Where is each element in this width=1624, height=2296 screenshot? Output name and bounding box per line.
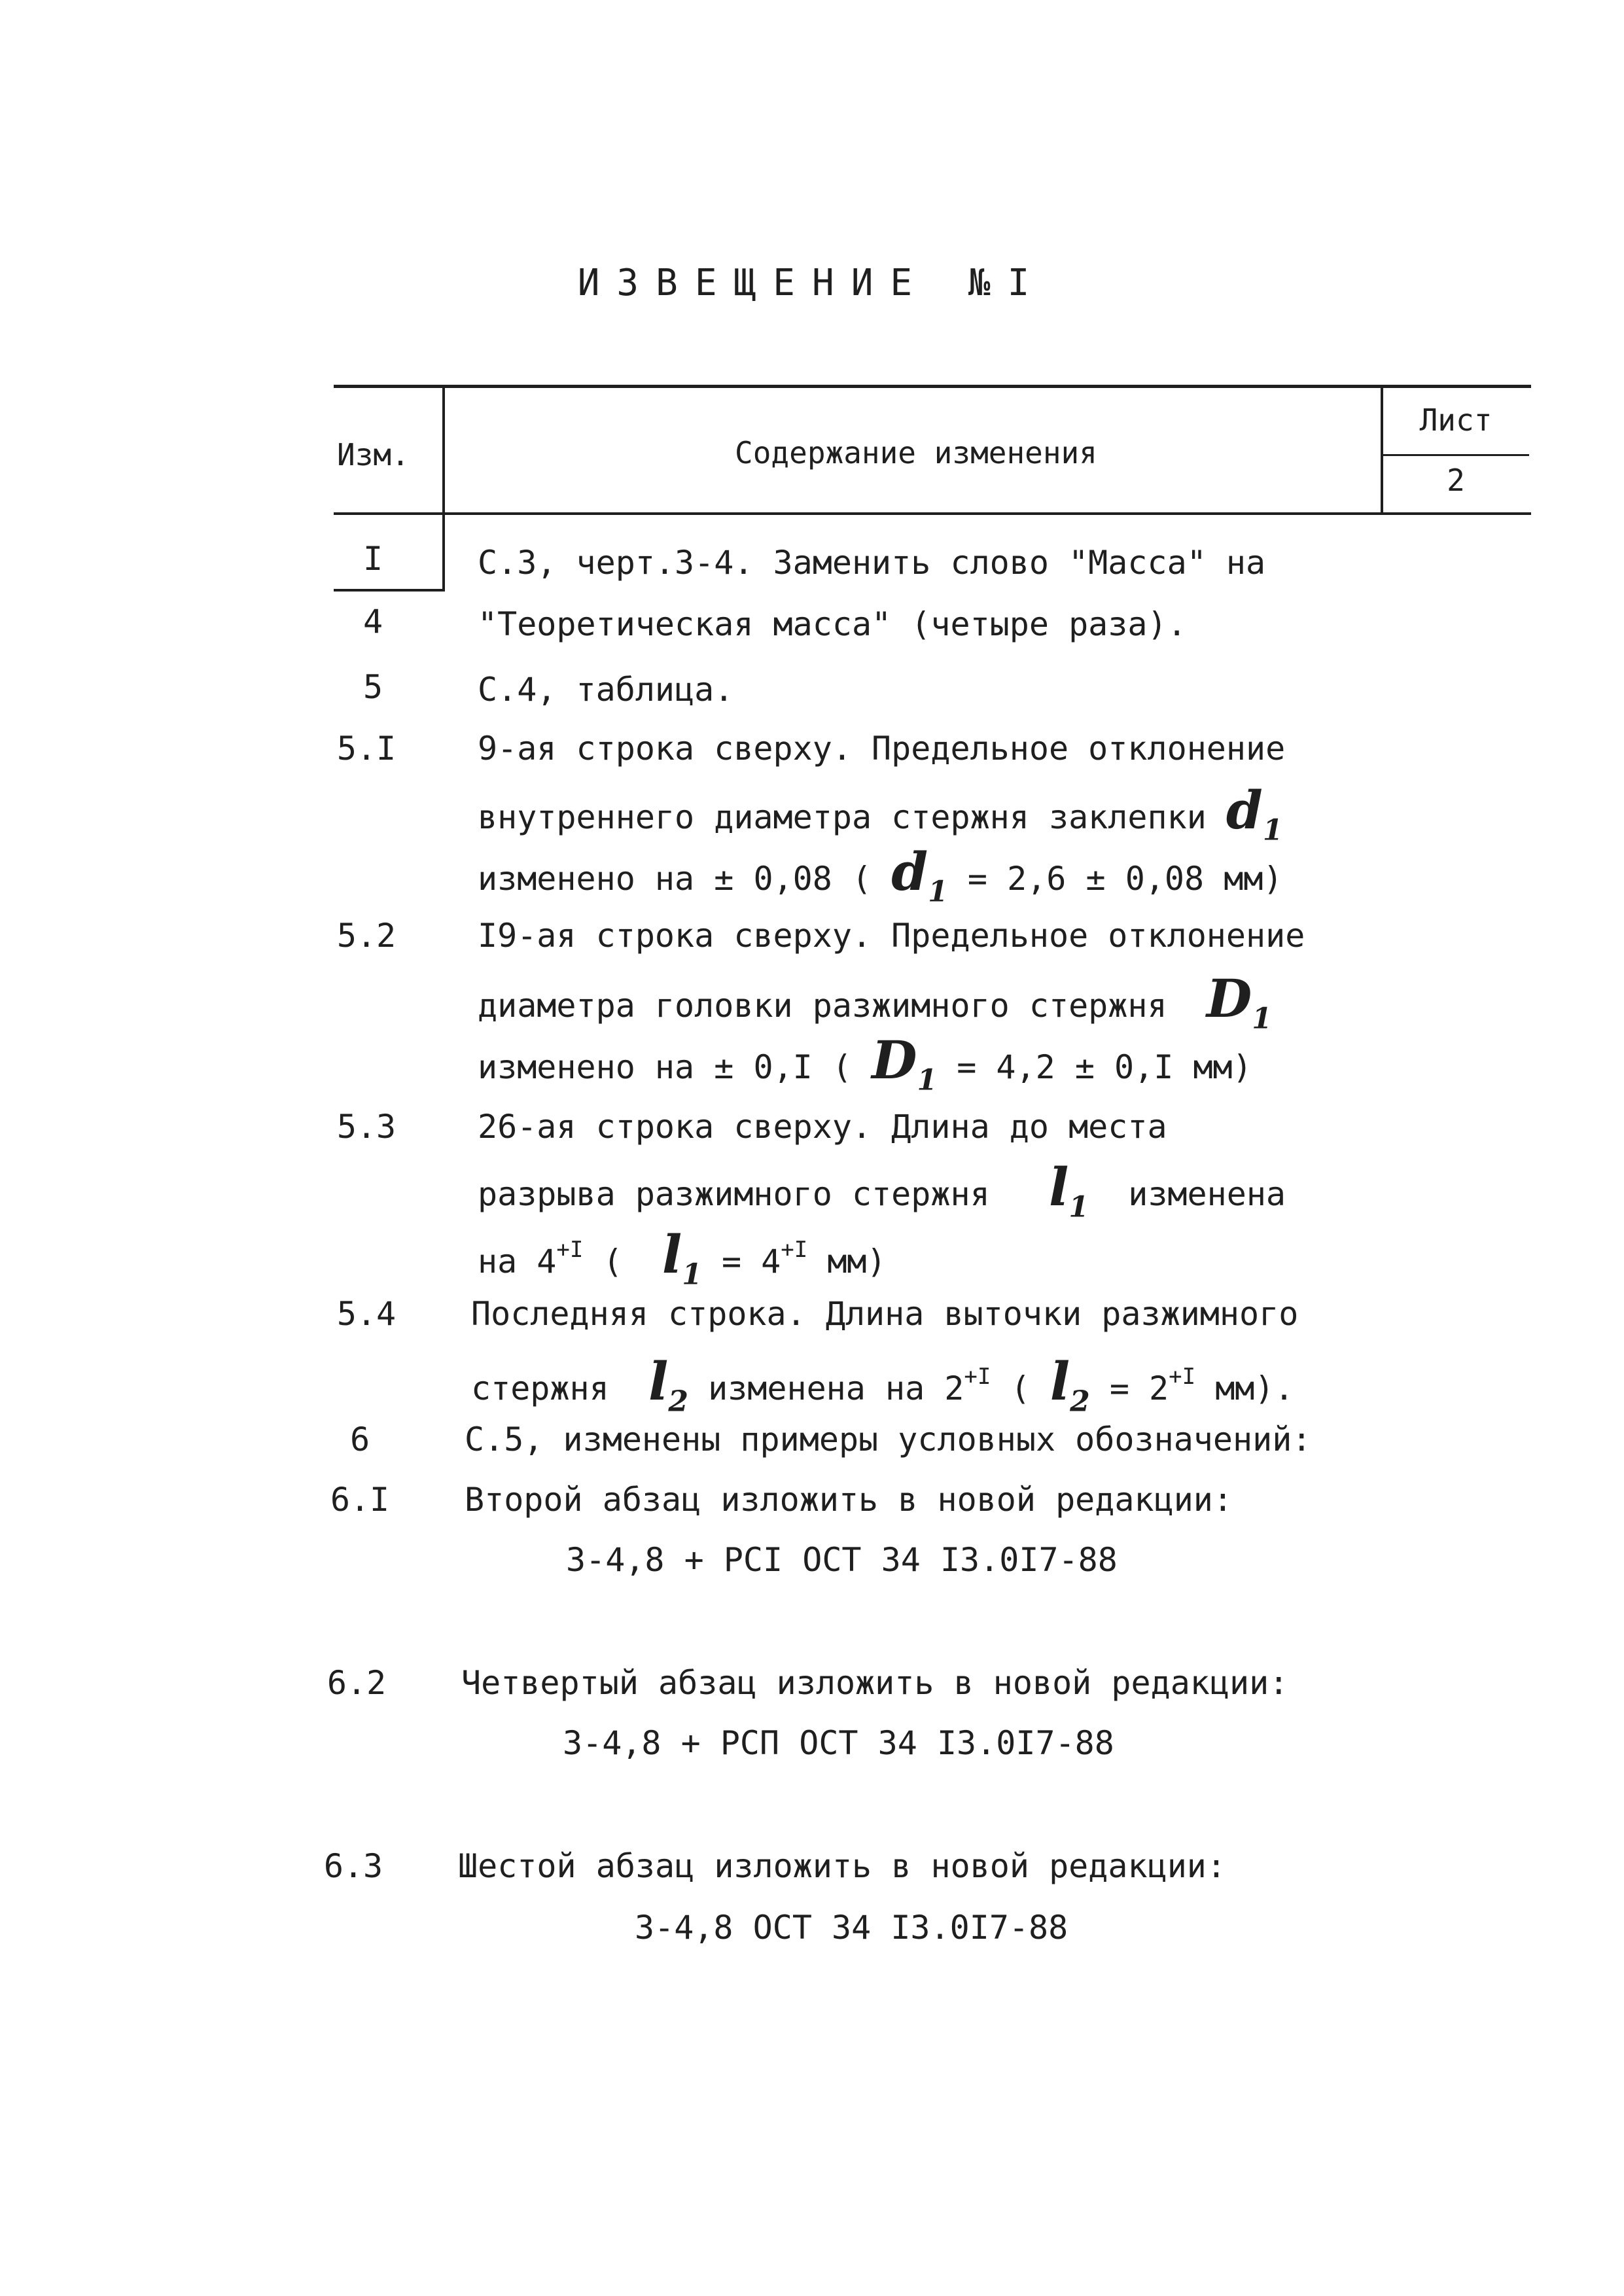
symbol-d: d (891, 841, 928, 902)
row-number: 4 (362, 603, 383, 641)
plus-minus-sign: ± (714, 1048, 734, 1086)
row-text: С.3, черт.3-4. Заменить слово "Масса" на (478, 544, 1266, 582)
first-row-bottom-rule (334, 589, 445, 592)
plus-minus-sign: ± (1086, 860, 1106, 898)
symbol-l: l (1048, 1156, 1069, 1218)
header-sheet-label: Лист (1419, 402, 1492, 438)
row-number: 6.2 (327, 1664, 387, 1702)
row-text (471, 1350, 1294, 1421)
row-number: 5.I (336, 730, 397, 768)
row-text (478, 1156, 1286, 1227)
table-col-divider-left (442, 386, 445, 590)
row-text-part: внутреннего диаметра стержня заклепки (478, 798, 1207, 836)
row-number: 6.3 (323, 1847, 383, 1885)
row-text-part: мм). (1215, 1369, 1294, 1407)
row-text-part: = 4,2 (957, 1048, 1055, 1086)
plus-minus-sign: ± (714, 860, 734, 898)
header-sheet-number: 2 (1447, 463, 1465, 498)
row-text: "Теоретическая масса" (четыре раза). (478, 605, 1187, 643)
row-text-part: разрыва разжимного стержня (478, 1175, 990, 1213)
row-text-part: изменена на 2 (708, 1369, 964, 1407)
row-text-part: ( (1010, 1369, 1031, 1407)
header-change-number: Изм. (337, 437, 410, 472)
symbol-l: l (648, 1350, 669, 1412)
row-number: 5.4 (336, 1295, 397, 1333)
tolerance-superscript: +I (556, 1237, 584, 1263)
row-text: I9-ая строка сверху. Предельное отклонение (478, 917, 1305, 955)
row-text-part: 0,08 ( (753, 860, 872, 898)
symbol-l: l (1050, 1350, 1070, 1412)
row-text-part: мм) (827, 1242, 887, 1280)
symbol-subscript: 1 (682, 1258, 702, 1292)
row-text (478, 1029, 1252, 1101)
row-text-part: = 2 (1109, 1369, 1169, 1407)
row-text-part: на 4 (478, 1242, 557, 1280)
table-header-bottom-rule (334, 512, 1531, 515)
tolerance-superscript: +I (781, 1237, 808, 1263)
row-text: Шестой абзац изложить в новой редакции: (458, 1847, 1226, 1885)
symbol-subscript: 1 (1262, 813, 1283, 847)
designation-example: З-4,8 ОСТ 34 I3.0I7-88 (635, 1909, 1068, 1947)
row-number: 5.3 (336, 1108, 397, 1146)
symbol-subscript: 1 (917, 1063, 938, 1097)
row-text-part: изменена (1128, 1175, 1286, 1213)
row-text: Второй абзац изложить в новой редакции: (465, 1481, 1233, 1519)
row-text-part: изменено на (478, 1048, 695, 1086)
row-text: 9-ая строка сверху. Предельное отклонение (478, 730, 1286, 768)
row-number: 6.I (330, 1481, 390, 1519)
row-text-part: ( (603, 1242, 623, 1280)
row-text-part: = 2,6 (967, 860, 1067, 898)
document-title: ИЗВЕЩЕНИЕ №I (577, 262, 1047, 304)
designation-example: З-4,8 + РСП ОСТ 34 I3.0I7-88 (563, 1724, 1114, 1762)
plus-minus-sign: ± (1074, 1048, 1095, 1086)
symbol-subscript: 1 (1068, 1190, 1089, 1224)
symbol-subscript: 1 (928, 875, 948, 909)
row-text: С.4, таблица. (478, 671, 734, 709)
row-text: Последняя строка. Длина выточки разжимного (471, 1295, 1299, 1333)
row-text-part: диаметра головки разжимного стержня (478, 987, 1167, 1025)
symbol-D: D (1206, 968, 1252, 1029)
row-text: Четвертый абзац изложить в новой редакции: (461, 1664, 1289, 1702)
header-content: Содержание изменения (735, 435, 1097, 470)
symbol-l: l (662, 1223, 682, 1285)
row-text-part: = 4 (721, 1242, 781, 1280)
symbol-subscript: 2 (668, 1385, 688, 1419)
row-text-part: 0,I ( (753, 1048, 852, 1086)
row-number: I (362, 540, 383, 578)
row-text-part: изменено на (478, 860, 695, 898)
row-number: 5 (362, 668, 383, 706)
row-text (478, 1223, 887, 1294)
row-text-part: стержня (471, 1369, 609, 1407)
symbol-d: d (1226, 779, 1263, 841)
row-text-part: 0,I мм) (1114, 1048, 1252, 1086)
row-text-part: 0,08 мм) (1125, 860, 1283, 898)
symbol-subscript: 1 (1252, 1002, 1272, 1036)
symbol-subscript: 2 (1070, 1385, 1090, 1419)
table-top-rule (334, 385, 1531, 388)
tolerance-superscript: +I (964, 1364, 991, 1390)
row-text (478, 841, 1283, 912)
tolerance-superscript: +I (1169, 1364, 1196, 1390)
designation-example: З-4,8 + РСI ОСТ 34 I3.0I7-88 (566, 1541, 1118, 1579)
sheet-cell-divider (1382, 454, 1529, 456)
row-text: С.5, изменены примеры условных обозначений: (465, 1421, 1312, 1458)
symbol-D: D (872, 1029, 917, 1091)
row-text: 26-ая строка сверху. Длина до места (478, 1108, 1167, 1146)
row-text (478, 779, 1283, 851)
row-number: 6 (349, 1421, 370, 1458)
row-number: 5.2 (336, 917, 397, 955)
